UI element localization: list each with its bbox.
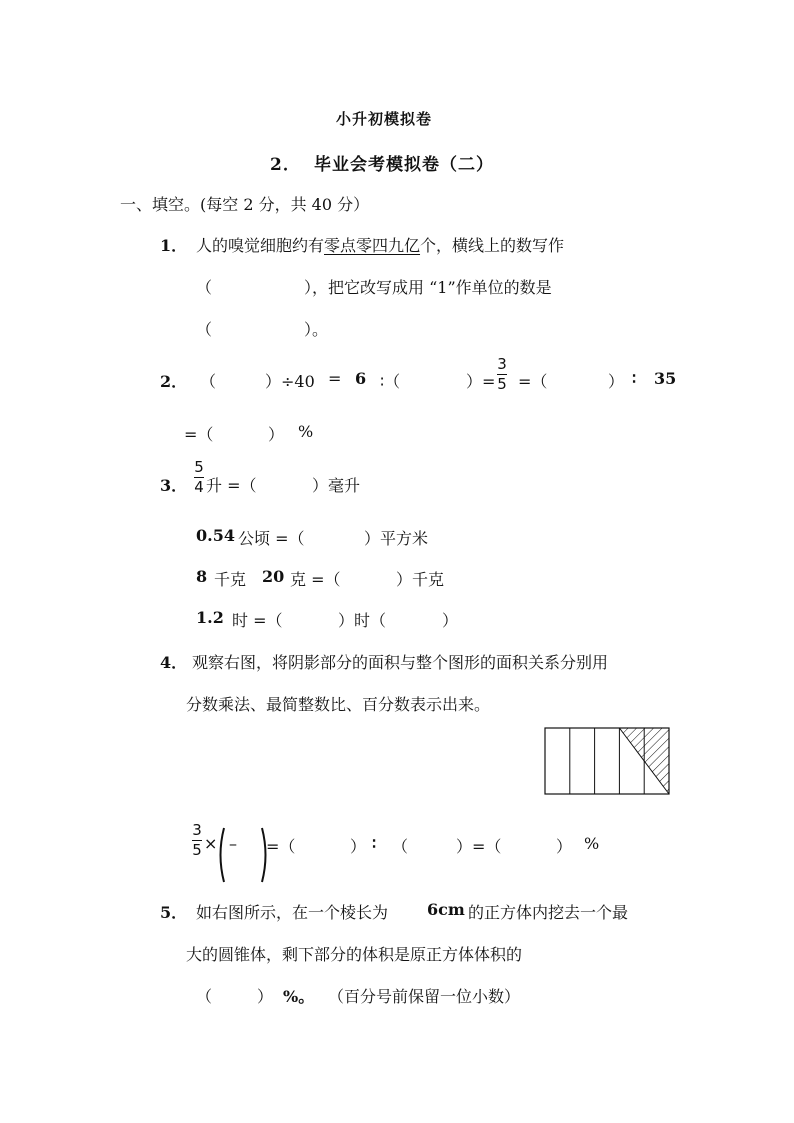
q1-underlined-number: 零点零四九亿 xyxy=(324,236,421,255)
q5-edge-length: 6cm xyxy=(427,900,465,919)
q2-ratio-close: ）= xyxy=(466,372,496,391)
q1-line2-open: （ xyxy=(196,278,213,297)
q1-text-b: 个，横线上的数写作 xyxy=(420,236,565,255)
q4-percent: % xyxy=(584,834,600,853)
q1-line3-open: （ xyxy=(196,320,213,339)
q4-number: 4． xyxy=(160,653,188,672)
q4-times: × xyxy=(204,834,218,853)
q5-line1-c: 的正方体内挖去一个最 xyxy=(468,903,629,922)
q1-line2: ），把它改写成用 “1”作单位的数是 xyxy=(304,278,552,297)
q4-big-parentheses xyxy=(216,826,272,884)
q4-blank1-close: ） xyxy=(350,837,367,856)
q2-ratio-open: ∶（ xyxy=(380,372,401,391)
q4-blank3-close: ） xyxy=(556,837,573,856)
q4-fraction-numerator: 3 xyxy=(192,821,202,839)
q1-line3-close: ）。 xyxy=(304,320,329,339)
q2-fraction-numerator: 3 xyxy=(497,355,507,373)
q5-blank-close: ） xyxy=(257,987,274,1006)
q3-fraction-numerator: 5 xyxy=(194,458,204,476)
q1-text-a: 人的嗅觉细胞约有 xyxy=(196,236,325,255)
q3-line3-g: 20 xyxy=(262,567,285,586)
q4-blank1-open: =（ xyxy=(266,837,296,856)
q2-blank3-open: =（ xyxy=(518,372,548,391)
q3-line3-open: 克 =（ xyxy=(290,570,341,589)
q2-line2-open: =（ xyxy=(184,425,214,444)
q3-line1-open: 升 =（ xyxy=(206,476,257,495)
q2-fraction xyxy=(497,356,507,393)
q2-blank1-close: ）÷40 xyxy=(265,372,315,391)
q4-dash: – xyxy=(229,834,237,853)
q3-line1-close: ）毫升 xyxy=(312,476,361,495)
q5-percent: %。 xyxy=(283,987,315,1006)
q3-line3-close: ）千克 xyxy=(396,570,445,589)
q2-equals: = xyxy=(328,369,342,388)
q1-line1 xyxy=(196,233,564,256)
exam-title-number: 2． xyxy=(270,155,301,175)
q4-fraction-denominator: 5 xyxy=(192,841,202,859)
q5-note: （百分号前保留一位小数） xyxy=(328,987,521,1006)
q3-number: 3． xyxy=(160,476,188,495)
q2-number: 2． xyxy=(160,372,188,391)
q5-number: 5． xyxy=(160,903,188,922)
q2-ratio-colon: ∶ xyxy=(632,369,637,388)
q4-line2: 分数乘法、最简整数比、百分数表示出来。 xyxy=(186,695,491,714)
q4-fraction xyxy=(192,822,202,859)
q3-line3-kg-unit: 千克 xyxy=(214,570,247,589)
q3-line4-number: 1.2 xyxy=(196,608,224,627)
q2-thirty-five: 35 xyxy=(654,369,677,388)
q1-number: 1． xyxy=(160,236,188,255)
q4-blank2-close: ）=（ xyxy=(456,837,502,856)
q2-blank1-open: （ xyxy=(200,372,217,391)
q3-line4-close: ） xyxy=(442,611,459,630)
q2-fraction-denominator: 5 xyxy=(497,375,507,393)
q5-blank-open: （ xyxy=(196,987,213,1006)
q3-line4-open: 时 =（ xyxy=(232,611,283,630)
q3-line2-number: 0.54 xyxy=(196,526,235,545)
q2-line2-close: ） xyxy=(268,425,285,444)
q3-fraction xyxy=(194,459,204,496)
exam-title: 毕业会考模拟卷（二） xyxy=(314,155,494,175)
q3-line4-mid: ）时（ xyxy=(338,611,387,630)
q3-line2-open: 公顷 =（ xyxy=(238,529,305,548)
exam-series-title: 小升初模拟卷 xyxy=(336,110,433,128)
q2-percent: % xyxy=(298,422,314,441)
q5-line1-a: 如右图所示，在一个棱长为 xyxy=(196,903,389,922)
q4-line1: 观察右图，将阴影部分的面积与整个图形的面积关系分别用 xyxy=(192,653,609,672)
q5-line2: 大的圆锥体，剩下部分的体积是原正方体体积的 xyxy=(186,945,523,964)
q3-line2-close: ）平方米 xyxy=(364,529,429,548)
q4-blank2-open: （ xyxy=(392,837,409,856)
q4-colon: ∶ xyxy=(372,834,377,853)
q2-six: 6 xyxy=(355,369,367,388)
q3-line3-kg: 8 xyxy=(196,567,208,586)
q2-blank3-close: ） xyxy=(608,372,625,391)
section-heading: 一、填空。(每空 2 分，共 40 分） xyxy=(120,195,370,214)
q3-fraction-denominator: 4 xyxy=(194,478,204,496)
shaded-rectangle-figure xyxy=(544,727,672,797)
